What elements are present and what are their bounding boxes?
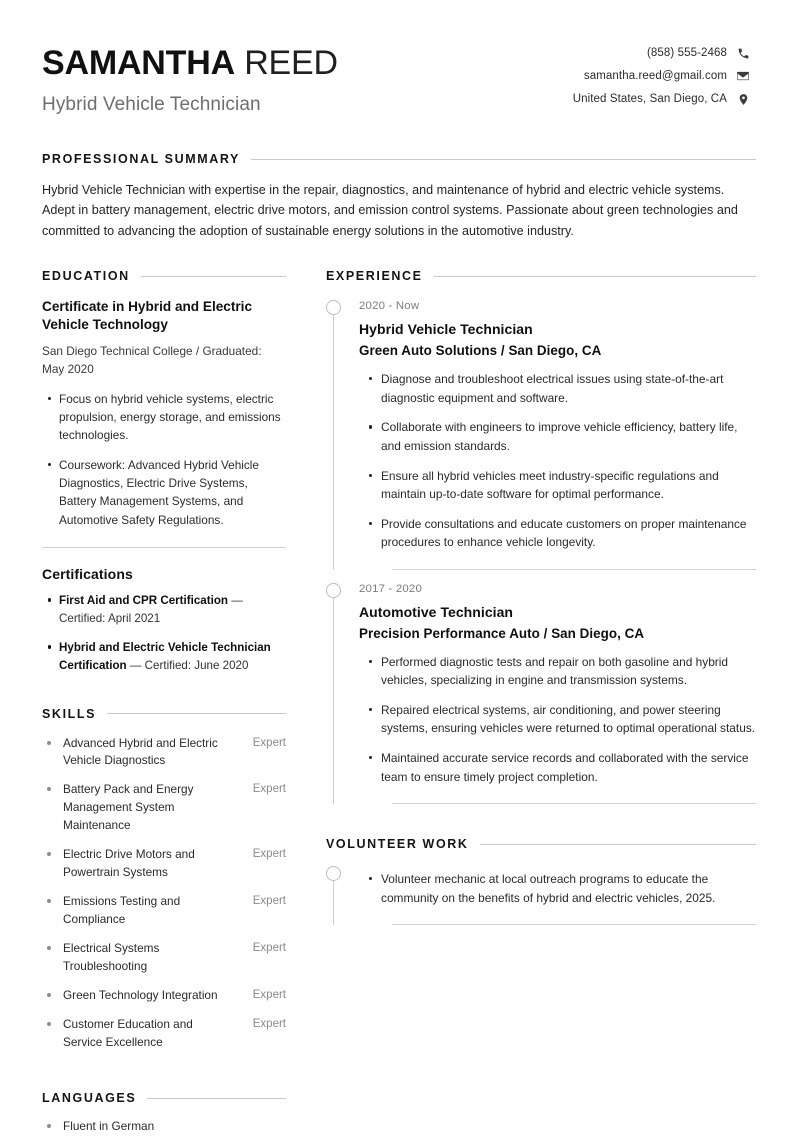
summary-heading-label: PROFESSIONAL SUMMARY: [42, 152, 240, 167]
languages-section: [42, 1091, 286, 1136]
certification-name: Hybrid and Electric Vehicle Technician Certification: [59, 641, 271, 673]
certification-detail: — Certified: June 2020: [126, 659, 249, 673]
timeline-line: [333, 590, 334, 804]
content-columns: [0, 241, 800, 1136]
heading-rule: [147, 1098, 286, 1099]
last-name: REED: [244, 44, 338, 82]
section-divider: [42, 547, 286, 548]
experience-heading: [326, 269, 756, 283]
experience-date: 2017 - 2020: [359, 582, 423, 595]
list-item: [42, 987, 286, 1005]
skills-list: [42, 735, 286, 1052]
certifications-heading-label: Certifications: [42, 566, 133, 583]
contact-email[interactable]: [573, 69, 750, 83]
skill-level: Expert: [252, 895, 286, 908]
skill-level: Expert: [252, 783, 286, 796]
left-column: [42, 269, 286, 1136]
education-section: [42, 269, 286, 548]
list-item: Focus on hybrid vehicle systems, electric propulsion, energy storage, and emissions technologies.: [59, 390, 286, 445]
list-item: Performed diagnostic tests and repair on both gasoline and hybrid vehicles, specializing in engine and transmission systems.: [381, 653, 756, 690]
volunteer-heading: [326, 837, 756, 851]
contact-block: [573, 42, 750, 106]
certification-name: First Aid and CPR Certification: [59, 594, 228, 608]
list-item: Repaired electrical systems, air conditioning, and power steering systems, ensuring vehicles were returned to optimal operational status.: [381, 701, 756, 738]
experience-date: 2020 - Now: [359, 300, 420, 313]
heading-rule: [107, 713, 286, 714]
summary-text: Hybrid Vehicle Technician with expertise in the repair, diagnostics, and maintenance of hybrid and electric vehicle systems. Adept in battery management, electric drive motors, and emission control systems. Passionate about green technologies and committed to advancing the adoption of sustainable energy solutions in the automotive industry.: [42, 183, 738, 238]
experience-section: [326, 269, 756, 804]
skills-section: [42, 707, 286, 1052]
job-title: Hybrid Vehicle Technician: [42, 94, 261, 116]
skills-heading: [42, 707, 286, 721]
education-heading-label: EDUCATION: [42, 269, 130, 284]
certifications-section: [42, 566, 286, 675]
education-meta: San Diego Technical College / Graduated: May 2020: [42, 343, 262, 376]
list-item: [42, 781, 286, 835]
experience-timeline: [326, 287, 756, 804]
list-item: Diagnose and troubleshoot electrical issues using state-of-the-art diagnostic equipment and software.: [381, 370, 756, 407]
list-item: Collaborate with engineers to improve vehicle efficiency, battery life, and emission standards.: [381, 418, 756, 455]
skill-name: Emissions Testing and Compliance: [63, 894, 181, 926]
languages-heading-label: LANGUAGES: [42, 1091, 137, 1106]
certification-detail: — Certified: April 2021: [59, 594, 243, 626]
certifications-list: [42, 592, 286, 675]
right-column: [326, 269, 756, 925]
experience-role: Hybrid Vehicle Technician: [359, 321, 533, 338]
heading-rule: [480, 844, 756, 845]
contact-location[interactable]: [573, 92, 750, 106]
skill-name: Customer Education and Service Excellence: [63, 1016, 193, 1049]
experience-bullets: [359, 653, 756, 786]
skill-level: Expert: [252, 1017, 286, 1030]
experience-company: Green Auto Solutions / San Diego, CA: [359, 343, 602, 359]
phone-icon: [736, 46, 750, 60]
volunteer-section: [326, 837, 756, 925]
name-block: [42, 42, 338, 116]
skills-heading-label: SKILLS: [42, 706, 97, 721]
skill-level: Expert: [252, 988, 286, 1001]
list-item: [42, 940, 286, 976]
list-item: Volunteer mechanic at local outreach programs to educate the community on the benefits of hybrid and electric vehicles, 2025.: [381, 870, 756, 907]
languages-list: [42, 1118, 286, 1136]
experience-heading-label: EXPERIENCE: [326, 269, 423, 284]
first-name: SAMANTHA: [42, 44, 235, 82]
experience-company: Precision Performance Auto / San Diego, CA: [359, 625, 645, 641]
volunteer-divider: [392, 924, 756, 925]
list-item: [42, 735, 286, 771]
education-heading: [42, 269, 286, 283]
education-degree: Certificate in Hybrid and Electric Vehicle Technology: [42, 299, 253, 333]
skill-name: Green Technology Integration: [63, 987, 218, 1002]
skill-name: Advanced Hybrid and Electric Vehicle Diagnostics: [63, 735, 218, 768]
volunteer-bullets: [359, 870, 756, 907]
skill-name: Electric Drive Motors and Powertrain Systems: [63, 847, 195, 880]
page-title: [42, 44, 338, 83]
list-item: Coursework: Advanced Hybrid Vehicle Diagnostics, Electric Drive Systems, Battery Management Systems, and Automotive Safety Regulations.: [59, 456, 286, 530]
contact-email-text: samantha.reed@gmail.com: [583, 70, 727, 82]
experience-item: [326, 570, 756, 804]
experience-role: Automotive Technician: [359, 603, 514, 620]
summary-heading: [42, 152, 756, 166]
skill-level: Expert: [252, 736, 286, 749]
skill-name: Battery Pack and Energy Management System Maintenance: [63, 782, 194, 833]
heading-rule: [141, 276, 286, 277]
volunteer-item: [326, 853, 756, 925]
volunteer-heading-label: VOLUNTEER WORK: [326, 837, 469, 852]
list-item: [59, 592, 286, 628]
skill-name: Electrical Systems Troubleshooting: [63, 940, 160, 973]
contact-phone-text: (858) 555-2468: [646, 47, 727, 59]
languages-heading: [42, 1091, 286, 1105]
heading-rule: [434, 276, 756, 277]
resume-header: [0, 0, 800, 116]
experience-item: [326, 287, 756, 570]
summary-section: [0, 116, 800, 241]
experience-bullets: [359, 370, 756, 552]
list-item: [42, 893, 286, 929]
contact-phone[interactable]: [573, 46, 750, 60]
list-item: Fluent in German: [63, 1118, 286, 1136]
contact-location-text: United States, San Diego, CA: [572, 93, 727, 105]
list-item: Provide consultations and educate customers on proper maintenance procedures to enhance vehicle longevity.: [381, 515, 756, 552]
list-item: Ensure all hybrid vehicles meet industry-specific regulations and maintain up-to-date software for optimal performance.: [381, 467, 756, 504]
skill-level: Expert: [252, 941, 286, 954]
volunteer-timeline: [326, 853, 756, 925]
list-item: Maintained accurate service records and collaborated with the service team to ensure timely project completion.: [381, 749, 756, 786]
envelope-icon: [736, 69, 750, 83]
timeline-dot-icon: [326, 300, 341, 315]
timeline-dot-icon: [326, 583, 341, 598]
list-item: [59, 639, 286, 675]
list-item: [42, 846, 286, 882]
skill-level: Expert: [252, 848, 286, 861]
timeline-dot-icon: [326, 866, 341, 881]
list-item: [42, 1016, 286, 1052]
experience-divider: [392, 803, 756, 804]
heading-rule: [251, 159, 756, 160]
timeline-line: [333, 307, 334, 570]
location-pin-icon: [736, 92, 750, 106]
education-bullets: [42, 390, 286, 530]
